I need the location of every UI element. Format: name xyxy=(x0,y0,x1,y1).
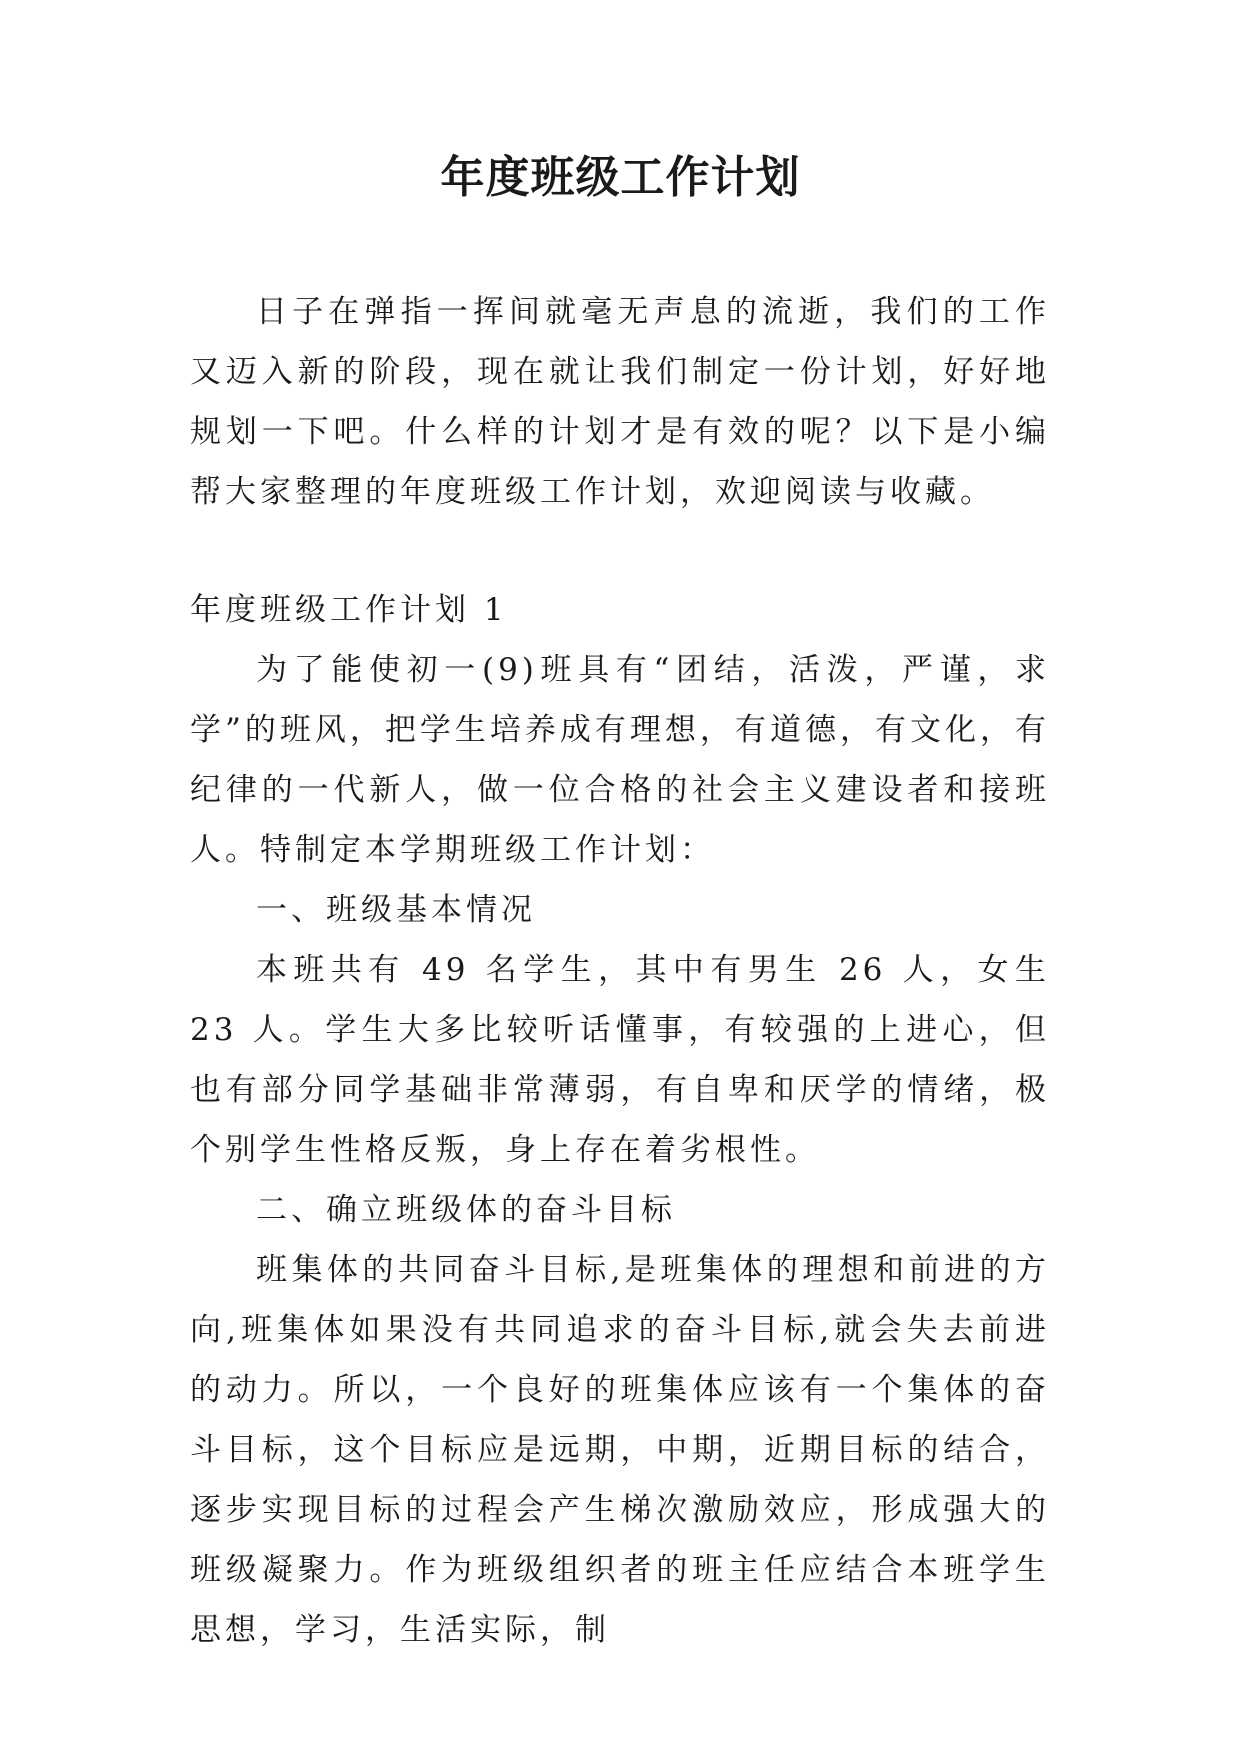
intro-paragraph: 日子在弹指一挥间就毫无声息的流逝，我们的工作又迈入新的阶段，现在就让我们制定一份计划，好好地规划一下吧。什么样的计划才是有效的呢？以下是小编帮大家整理的年度班级工作计划，欢迎阅读与收藏。 xyxy=(190,294,1050,510)
paragraph-class-goal: 为了能使初一(9)班具有“团结，活泼，严谨，求学”的班风，把学生培养成有理想，有道德，有文化，有纪律的一代新人，做一位合格的社会主义建设者和接班人。特制定本学期班级工作计划： xyxy=(190,652,1050,868)
section-heading-basic-info: 一、班级基本情况 xyxy=(256,892,536,928)
document-title: 年度班级工作计划 xyxy=(440,152,801,203)
paragraph-goals: 班集体的共同奋斗目标,是班集体的理想和前进的方向,班集体如果没有共同追求的奋斗目标,就会失去前进的动力。所以，一个良好的班集体应该有一个集体的奋斗目标，这个目标应是远期，中期，近期目标的结合，逐步实现目标的过程会产生梯次激励效应，形成强大的班级凝聚力。作为班级组织者的班主任应结合本班学生思想，学习，生活实际，制 xyxy=(190,1252,1050,1648)
paragraph-basic-info: 本班共有 49 名学生，其中有男生 26 人，女生 23 人。学生大多比较听话懂事，有较强的上进心，但也有部分同学基础非常薄弱，有自卑和厌学的情绪，极个别学生性格反叛，身上存在着劣根性。 xyxy=(190,952,1050,1168)
section-heading-goals: 二、确立班级体的奋斗目标 xyxy=(256,1192,676,1228)
plan-heading: 年度班级工作计划 1 xyxy=(190,592,508,628)
